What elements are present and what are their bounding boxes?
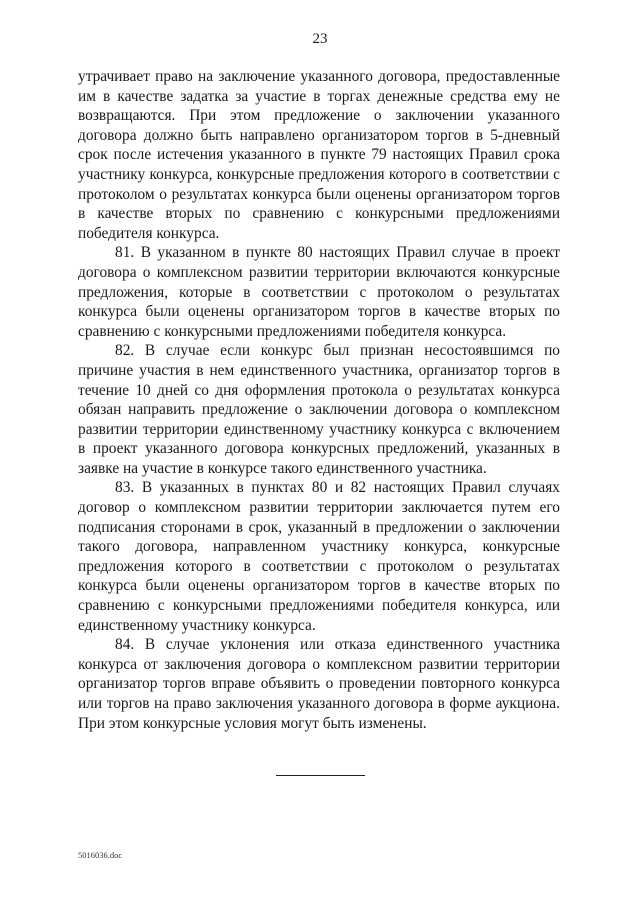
paragraph-83: 83. В указанных в пунктах 80 и 82 настоящих Правил случаях договор о комплексном развитии территории заключается путем его подписания сторонами в срок, указанный в предложении о заключении такого договора, направленном участнику конкурса, конкурсные предложения которого в соответствии с протоколом о результатах конкурса были оценены организатором торгов в качестве вторых по сравнению с конкурсными предложениями победителя конкурса, или единственному участнику конкурса.	[78, 479, 560, 634]
end-separator-line	[276, 775, 365, 776]
footer-document-code: 5016036.doc	[78, 850, 123, 860]
page-number: 23	[312, 31, 328, 47]
paragraph-82: 82. В случае если конкурс был признан несостоявшимся по причине участия в нем единственного участника, организатор торгов в течение 10 дней со дня оформления протокола о результатах конкурса обязан направить предложение о заключении договора о комплексном развитии территории единственному участнику конкурса с включением в проект указанного договора конкурсных предложений, указанных в заявке на участие в конкурсе такого единственного участника.	[78, 342, 560, 477]
paragraph-81: 81. В указанном в пункте 80 настоящих Правил случае в проект договора о комплексном развитии территории включаются конкурсные предложения, которые в соответствии с протоколом о результатах конкурса были оценены организатором торгов в качестве вторых по сравнению с конкурсными предложениями победителя конкурса.	[78, 244, 560, 340]
document-body	[78, 67, 560, 733]
paragraph-84: 84. В случае уклонения или отказа единственного участника конкурса от заключения договора о комплексном развитии территории организатор торгов вправе объявить о проведении повторного конкурса или торгов на право заключения указанного договора в форме аукциона. При этом конкурсные условия могут быть изменены.	[78, 636, 560, 732]
paragraph-continuation: утрачивает право на заключение указанного договора, предоставленные им в качестве задатка за участие в торгах денежные средства ему не возвращаются. При этом предложение о заключении указанного договора должно быть направлено организатором торгов в 5-дневный срок после истечения указанного в пункте 79 настоящих Правил срока участнику конкурса, конкурсные предложения которого в соответствии с протоколом о результатах конкурса были оценены организатором торгов в качестве вторых по сравнению с конкурсными предложениями победителя конкурса.	[78, 68, 560, 242]
